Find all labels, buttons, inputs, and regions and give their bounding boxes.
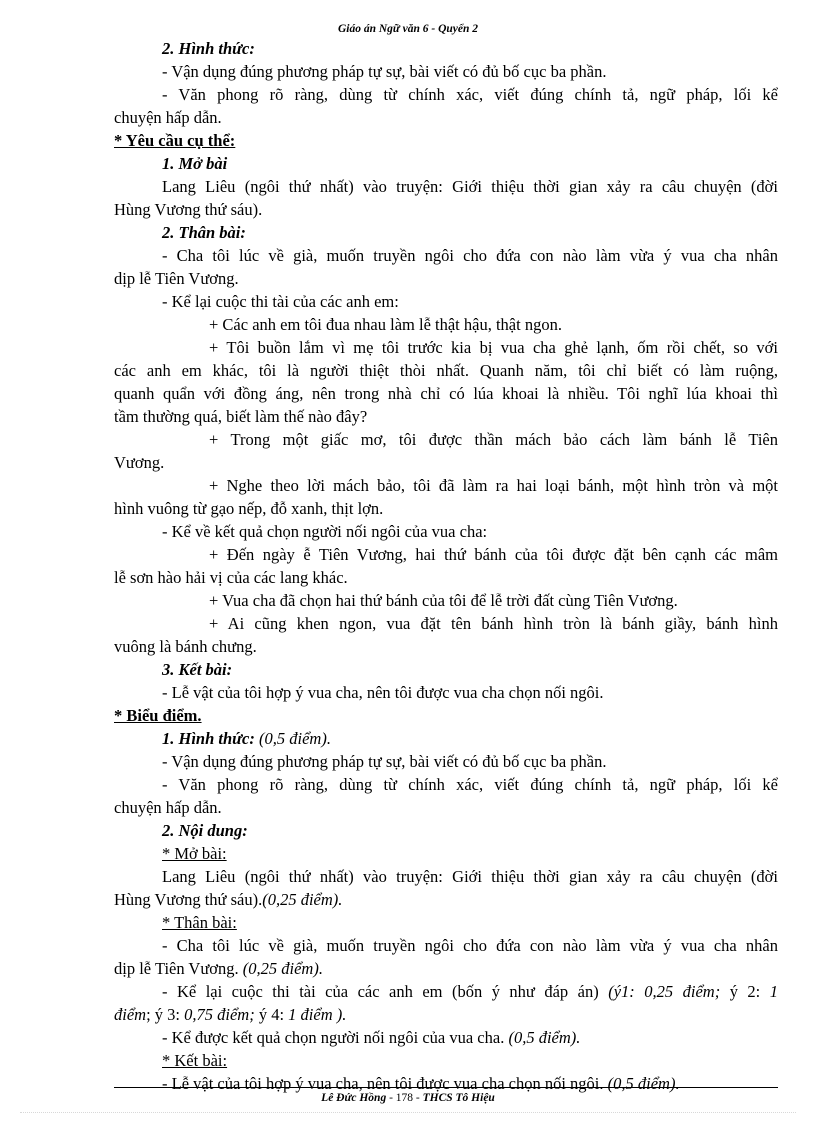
paragraph (114, 1003, 778, 1026)
text: ; ý 3: (146, 1005, 185, 1024)
paragraph (114, 888, 778, 911)
paragraph: các anh em khác, tôi là người thiệt thòi nhất. Quanh năm, tôi chỉ biết có làm ruộng, (114, 361, 778, 380)
paragraph: quanh quẩn với đồng áng, nên trong nhà chỉ có lúa khoai là nhiều. Tôi nghĩ lúa khoai thì (114, 384, 778, 403)
paragraph: + Trong một giấc mơ, tôi được thần mách bảo cách làm bánh lễ Tiên (209, 430, 778, 449)
paragraph: + Tôi buồn lắm vì mẹ tôi trước kia bị vua cha ghẻ lạnh, ốm rồi chết, so với (209, 338, 778, 357)
footer-author: Lê Đức Hồng (321, 1092, 387, 1104)
paragraph: tầm thường quá, biết làm thế nào đây? (114, 407, 368, 426)
paragraph: chuyện hấp dẫn. (114, 798, 222, 817)
score: (0,25 điểm). (262, 890, 343, 909)
subheading-ket-bai (114, 1049, 778, 1072)
paragraph: - Vận dụng đúng phương pháp tự sự, bài viết có đủ bố cục ba phần. (162, 62, 607, 81)
score: 0,75 điểm; (184, 1005, 255, 1024)
paragraph: - Kể lại cuộc thi tài của các anh em: (162, 292, 399, 311)
bd-ket-bai-label: * Kết bài: (162, 1051, 228, 1070)
paragraph: - Văn phong rõ ràng, dùng từ chính xác, viết đúng chính tả, ngữ pháp, lối kể (162, 85, 778, 104)
paragraph (114, 957, 778, 980)
heading-than-bai: 2. Thân bài: (162, 223, 246, 242)
text: Hùng Vương thứ sáu). (114, 890, 263, 909)
paragraph: chuyện hấp dẫn. (114, 108, 222, 127)
heading-bd-noi-dung: 2. Nội dung: (162, 821, 248, 840)
subheading-mo-bai (114, 842, 778, 865)
paragraph: - Cha tôi lúc về già, muốn truyền ngôi cho đứa con nào làm vừa ý vua cha nhân (162, 936, 778, 955)
score: (0,5 điểm). (254, 729, 331, 748)
page-header: Giáo án Ngữ văn 6 - Quyển 2 (337, 23, 479, 35)
paragraph: - Văn phong rõ ràng, dùng từ chính xác, viết đúng chính tả, ngữ pháp, lối kể (162, 775, 778, 794)
paragraph: Lang Liêu (ngôi thứ nhất) vào truyện: Giới thiệu thời gian xảy ra câu chuyện (đời (162, 177, 778, 196)
page-bottom-border (20, 1112, 796, 1113)
paragraph (114, 980, 778, 1003)
score: điểm (114, 1005, 147, 1024)
paragraph: Lang Liêu (ngôi thứ nhất) vào truyện: Giới thiệu thời gian xảy ra câu chuyện (đời (162, 867, 778, 886)
score: (0,25 điểm). (242, 959, 323, 978)
paragraph: + Đến ngày ễ Tiên Vương, hai thứ bánh của tôi được đặt bên cạnh các mâm (209, 545, 778, 564)
paragraph: dịp lễ Tiên Vương. (114, 269, 239, 288)
text: - Lễ vật của tôi hợp ý vua cha, nên tôi được vua cha chọn nối ngôi. (162, 1074, 608, 1093)
paragraph: + Vua cha đã chọn hai thứ bánh của tôi để lễ trời đất cùng Tiên Vương. (209, 591, 678, 610)
heading-ket-bai: 3. Kết bài: (162, 660, 233, 679)
paragraph: + Ai cũng khen ngon, vua đặt tên bánh hình tròn là bánh giầy, bánh hình (209, 614, 778, 633)
heading-mo-bai: 1. Mở bài (162, 154, 228, 173)
paragraph: - Cha tôi lúc về già, muốn truyền ngôi cho đứa con nào làm vừa ý vua cha nhân (162, 246, 778, 265)
paragraph (114, 1026, 778, 1049)
footer-divider (114, 1087, 778, 1088)
score: (0,5 điểm). (508, 1028, 581, 1047)
heading-bd-hinh-thuc (114, 727, 778, 750)
heading-yeu-cau: * Yêu cầu cụ thể: (114, 131, 236, 150)
paragraph: hình vuông từ gạo nếp, đỗ xanh, thịt lợn. (114, 499, 384, 518)
footer-page-number: - 178 - (386, 1092, 423, 1104)
bd-than-bai-label: * Thân bài: (162, 913, 237, 932)
score: (ý1: 0,25 điểm; (608, 982, 730, 1001)
heading-bieu-diem: * Biểu điểm. (114, 706, 202, 725)
text: ý 4: (254, 1005, 289, 1024)
paragraph: + Nghe theo lời mách bảo, tôi đã làm ra hai loại bánh, một hình tròn và một (209, 476, 778, 495)
heading-hinh-thuc: 2. Hình thức: (162, 39, 255, 58)
paragraph: - Lễ vật của tôi hợp ý vua cha, nên tôi được vua cha chọn nối ngôi. (162, 683, 604, 702)
paragraph: Vương. (114, 453, 165, 472)
bd-mo-bai-label: * Mở bài: (162, 844, 227, 863)
paragraph: vuông là bánh chưng. (114, 637, 257, 656)
paragraph: - Kể về kết quả chọn người nối ngôi của vua cha: (162, 522, 488, 541)
paragraph: + Các anh em tôi đua nhau làm lễ thật hậu, thật ngon. (209, 315, 562, 334)
text: - Kể được kết quả chọn người nối ngôi của vua cha. (162, 1028, 509, 1047)
score: 1 điểm ). (288, 1005, 347, 1024)
footer-school: THCS Tô Hiệu (422, 1092, 495, 1104)
paragraph: - Vận dụng đúng phương pháp tự sự, bài viết có đủ bố cục ba phần. (162, 752, 607, 771)
paragraph: lễ sơn hào hải vị của các lang khác. (114, 568, 348, 587)
text: dịp lễ Tiên Vương. (114, 959, 243, 978)
paragraph: Hùng Vương thứ sáu). (114, 200, 263, 219)
text: ý 2: (729, 982, 770, 1001)
page-footer (0, 1091, 816, 1105)
bd-hinh-thuc-title: 1. Hình thức: (162, 729, 255, 748)
score: 1 (769, 982, 778, 1001)
text: - Kể lại cuộc thi tài của các anh em (bốn ý như đáp án) (162, 982, 609, 1001)
document-body (114, 37, 778, 1095)
score: (0,5 điểm). (607, 1074, 680, 1093)
subheading-than-bai (114, 911, 778, 934)
